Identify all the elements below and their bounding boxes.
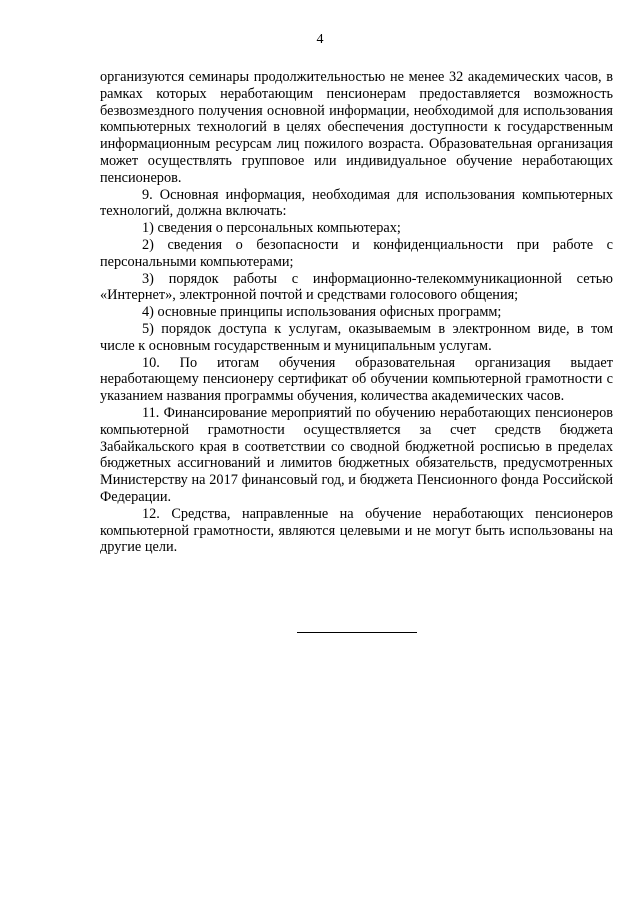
paragraph-item-11: 11. Финансирование мероприятий по обучению неработающих пенсионеров компьютерной грамотности осуществляется за счет средств бюджета Забайкальского края в соответствии со сводной бюджетной росписью в пределах бюджетных ассигнований и лимитов бюджетных обязательств, предусмотренных Министерству на 2017 финансовый год, и бюджета Пенсионного фонда Российской Федерации. — [100, 404, 613, 505]
list-item-2: 2) сведения о безопасности и конфиденциальности при работе с персональными компьютерами; — [100, 236, 613, 270]
paragraph-item-12: 12. Средства, направленные на обучение неработающих пенсионеров компьютерной грамотности, являются целевыми и не могут быть использованы на другие цели. — [100, 505, 613, 556]
list-item-4: 4) основные принципы использования офисных программ; — [142, 304, 502, 321]
page-number: 4 — [316, 32, 324, 47]
paragraph-intro-continuation: организуются семинары продолжительностью не менее 32 академических часов, в рамках которых неработающим пенсионерам предоставляется возможность безвозмездного получения основной информации, необходимой для использования компьютерных технологий в целях обеспечения доступности к государственным информационным ресурсам лиц пожилого возраста. Образовательная организация может осуществлять групповое или индивидуальное обучение неработающих пенсионеров. — [100, 69, 613, 186]
paragraph-item-10: 10. По итогам обучения образовательная организация выдает неработающему пенсионеру сертификат об обучении компьютерной грамотности с указанием названия программы обучения, количества академических часов. — [100, 354, 613, 405]
paragraph-item-9: 9. Основная информация, необходимая для использования компьютерных технологий, должна включать: — [100, 186, 613, 220]
end-separator-line — [297, 632, 417, 633]
list-item-3: 3) порядок работы с информационно-телекоммуникационной сетью «Интернет», электронной почтой и средствами голосового общения; — [100, 270, 613, 304]
list-item-5: 5) порядок доступа к услугам, оказываемым в электронном виде, в том числе к основным государственным и муниципальным услугам. — [100, 320, 613, 354]
list-item-1: 1) сведения о персональных компьютерах; — [142, 220, 401, 237]
document-body — [100, 69, 613, 556]
